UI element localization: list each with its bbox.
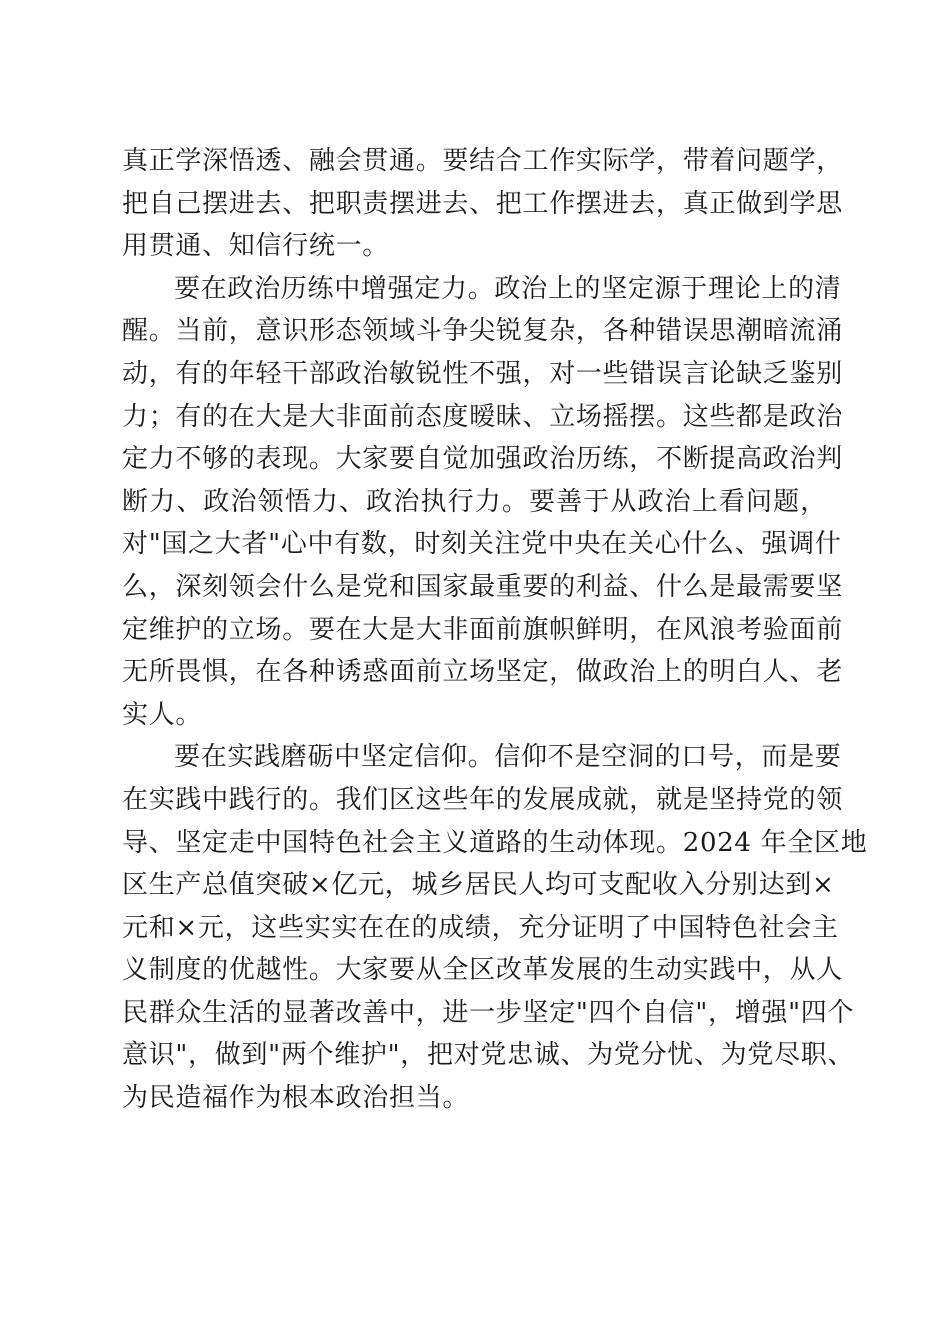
- text-line: 为民造福作为根本政治担当。: [122, 1083, 470, 1114]
- text-line: 要在政治历练中增强定力。政治上的坚定源于理论上的清: [174, 273, 842, 304]
- text-line: 无所畏惧，在各种诱惑面前立场坚定，做政治上的明白人、老: [122, 657, 843, 688]
- text-line: 动，有的年轻干部政治敏锐性不强，对一些错误言论缺乏鉴别: [122, 358, 843, 389]
- text-line: 用贯通、知信行统一。: [122, 231, 390, 262]
- text-line: 力；有的在大是大非面前态度暧昧、立场摇摆。这些都是政治: [122, 401, 843, 432]
- text-line: 醒。当前，意识形态领域斗争尖锐复杂，各种错误思潮暗流涌: [122, 316, 843, 347]
- text-line: 对"国之大者"心中有数，时刻关注党中央在关心什么、强调什: [122, 529, 842, 560]
- text-line: 实人。: [122, 699, 203, 730]
- text-line: 导、坚定走中国特色社会主义道路的生动体现。2024 年全区地: [122, 827, 868, 858]
- text-line: 民群众生活的显著改善中，进一步坚定"四个自信"，增强"四个: [122, 997, 855, 1028]
- text-line: 定力不够的表现。大家要自觉加强政治历练，不断提高政治判: [122, 444, 843, 475]
- text-line: 区生产总值突破×亿元，城乡居民人均可支配收入分别达到×: [122, 870, 835, 901]
- text-line: 义制度的优越性。大家要从全区改革发展的生动实践中，从人: [122, 955, 843, 986]
- text-line: 定维护的立场。要在大是大非面前旗帜鲜明，在风浪考验面前: [122, 614, 843, 645]
- text-line: 意识"，做到"两个维护"，把对党忠诚、为党分忧、为党尽职、: [122, 1040, 855, 1071]
- text-line: 么，深刻领会什么是党和国家最重要的利益、什么是最需要坚: [122, 571, 843, 602]
- body-text: [122, 140, 868, 1120]
- text-line: 元和×元，这些实实在在的成绩，充分证明了中国特色社会主: [122, 912, 839, 943]
- text-line: 真正学深悟透、融会贯通。要结合工作实际学，带着问题学，: [122, 146, 843, 176]
- text-line: 断力、政治领悟力、政治执行力。要善于从政治上看问题，: [122, 486, 827, 517]
- text-line: 把自己摆进去、把职责摆进去、把工作摆进去，真正做到学思: [122, 188, 843, 219]
- text-line: 要在实践磨砺中坚定信仰。信仰不是空洞的口号，而是要: [174, 742, 842, 773]
- text-line: 在实践中践行的。我们区这些年的发展成就，就是坚持党的领: [122, 784, 843, 815]
